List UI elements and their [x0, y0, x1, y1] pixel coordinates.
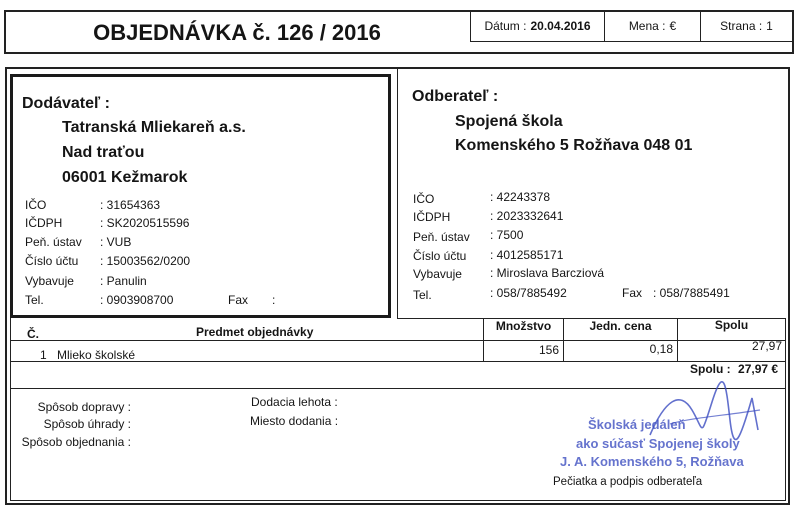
document-title: OBJEDNÁVKA č. 126 / 2016	[93, 20, 381, 45]
supplier-bank-label: Peň. ústav	[25, 235, 82, 249]
supplier-icdph-label: IČDPH	[25, 216, 63, 230]
customer-account-label: Číslo účtu	[413, 249, 467, 263]
supplier-ico-label: IČO	[25, 198, 47, 212]
payment-label: Spôsob úhrady :	[43, 417, 131, 431]
customer-ico-value: : 42243378	[490, 190, 551, 204]
delivery-place-label: Miesto dodania :	[250, 414, 339, 428]
currency-value: €	[669, 18, 677, 33]
date-label: Dátum :	[484, 18, 527, 33]
order-method-label: Spôsob objednania :	[21, 435, 131, 449]
col-header-unit-price: Jedn. cena	[589, 319, 652, 333]
supplier-city: 06001 Kežmarok	[62, 169, 188, 186]
customer-heading: Odberateľ :	[412, 88, 499, 105]
row-1-item: Mlieko školské	[57, 348, 136, 362]
page-cell	[700, 10, 792, 42]
supplier-contact-value: : Panulin	[100, 274, 147, 288]
row-1-no: 1	[40, 348, 47, 362]
customer-icdph-value: : 2023332641	[490, 209, 564, 223]
supplier-icdph-value: : SK2020515596	[100, 216, 190, 230]
customer-account-value: : 4012585171	[490, 248, 564, 262]
customer-contact-label: Vybavuje	[413, 267, 462, 281]
row-1-total: 27,97	[751, 339, 782, 353]
supplier-fax-label: Fax	[228, 293, 249, 307]
col-header-qty: Množstvo	[495, 319, 552, 333]
supplier-tel-label: Tel.	[25, 293, 44, 307]
sum-label: Spolu :	[690, 362, 731, 376]
date-cell	[470, 10, 604, 42]
stamp-line-3: J. A. Komenského 5, Rožňava	[560, 454, 744, 469]
customer-contact-value: : Miroslava Barcziová	[490, 266, 605, 280]
currency-label: Mena :	[628, 18, 666, 33]
supplier-account-label: Číslo účtu	[25, 254, 79, 268]
supplier-heading: Dodávateľ :	[22, 95, 110, 112]
customer-fax-label: Fax	[622, 286, 643, 300]
currency-cell	[604, 10, 700, 42]
customer-fax-value: : 058/7885491	[653, 286, 730, 300]
row-1-unit-price: 0,18	[649, 342, 673, 356]
supplier-name: Tatranská Mliekareň a.s.	[62, 119, 246, 136]
customer-tel-value: : 058/7885492	[490, 286, 567, 300]
delivery-term-label: Dodacia lehota :	[251, 395, 338, 409]
customer-name: Spojená škola	[455, 113, 563, 130]
sum-row	[690, 362, 778, 376]
customer-address: Komenského 5 Rožňava 048 01	[455, 137, 693, 154]
supplier-fax-value: :	[272, 293, 276, 307]
col-header-item: Predmet objednávky	[196, 325, 314, 339]
supplier-street: Nad traťou	[62, 144, 145, 161]
customer-bank-value: : 7500	[490, 228, 524, 242]
row-1-qty: 156	[538, 343, 559, 357]
party-divider	[397, 68, 398, 318]
customer-bank-label: Peň. ústav	[413, 230, 470, 244]
supplier-account-value: : 15003562/0200	[100, 254, 191, 268]
customer-tel-label: Tel.	[413, 288, 432, 302]
stamp-line-2: ako súčasť Spojenej školy	[576, 436, 740, 451]
stamp-line-1: Školská jedáleň	[588, 417, 686, 432]
supplier-ico-value: : 31654363	[100, 198, 161, 212]
sum-value: 27,97 €	[738, 362, 779, 376]
signature-caption: Pečiatka a podpis odberateľa	[553, 476, 703, 488]
col-header-total: Spolu	[714, 318, 749, 332]
col-header-no: Č.	[27, 327, 39, 341]
customer-ico-label: IČO	[413, 192, 435, 206]
supplier-contact-label: Vybavuje	[25, 274, 74, 288]
page-label: Strana :	[720, 18, 763, 33]
supplier-bank-value: : VUB	[100, 235, 132, 249]
customer-icdph-label: IČDPH	[413, 210, 451, 224]
page-value: 1	[766, 18, 773, 33]
date-value: 20.04.2016	[530, 18, 591, 33]
table-header-line	[10, 340, 786, 341]
supplier-tel-value: : 0903908700	[100, 293, 174, 307]
transport-label: Spôsob dopravy :	[37, 400, 131, 414]
